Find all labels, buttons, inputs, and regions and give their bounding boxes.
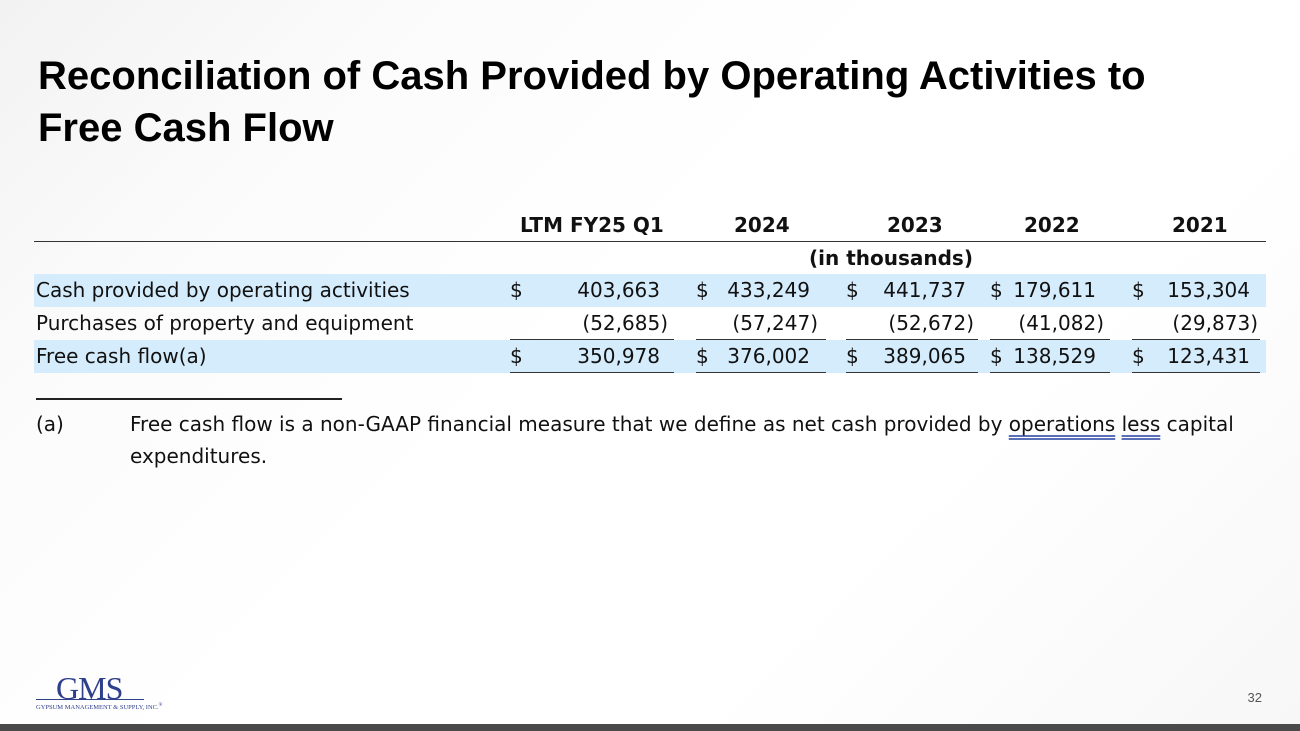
column-header-2024: 2024 xyxy=(734,213,790,237)
total-underline xyxy=(1132,372,1260,373)
table-row-free-cash-flow xyxy=(34,340,1266,373)
bottom-bar xyxy=(0,724,1300,731)
dollar-sign: $ xyxy=(696,344,709,368)
dollar-sign: $ xyxy=(1132,278,1145,302)
value-2021: 153,304 xyxy=(1167,278,1250,302)
slide-title xyxy=(38,50,1278,154)
value-2023: (52,672) xyxy=(888,311,974,335)
value-2022: 179,611 xyxy=(1013,278,1096,302)
footnote-text xyxy=(130,408,1240,472)
footnote-marker: (a) xyxy=(36,412,64,436)
logo-subtitle xyxy=(36,702,162,712)
footnote-text-end: capital expenditures. xyxy=(130,412,1234,468)
row-label: Purchases of property and equipment xyxy=(36,311,414,335)
footnote-separator xyxy=(36,398,342,400)
column-header-2022: 2022 xyxy=(1024,213,1080,237)
dollar-sign: $ xyxy=(1132,344,1145,368)
units-label: (in thousands) xyxy=(809,246,973,270)
value-2024: 433,249 xyxy=(727,278,810,302)
dollar-sign: $ xyxy=(696,278,709,302)
grammar-flagged-word[interactable]: operations xyxy=(1008,412,1116,436)
total-underline xyxy=(696,372,826,373)
value-ltm: 350,978 xyxy=(577,344,660,368)
column-header-ltm: LTM FY25 Q1 xyxy=(520,213,664,237)
logo-mark: GMS xyxy=(56,670,123,706)
grammar-flagged-word[interactable]: less xyxy=(1121,412,1161,436)
value-ltm: 403,663 xyxy=(577,278,660,302)
registered-mark: ® xyxy=(158,703,163,708)
value-2023: 441,737 xyxy=(883,278,966,302)
column-header-2021: 2021 xyxy=(1172,213,1228,237)
logo-rule xyxy=(36,699,144,700)
total-underline xyxy=(846,372,978,373)
footnote-text-start: Free cash flow is a non-GAAP financial measure that we define as net cash provided by xyxy=(130,412,1009,436)
value-ltm: (52,685) xyxy=(582,311,668,335)
dollar-sign: $ xyxy=(510,278,523,302)
table-units-row xyxy=(34,242,1266,274)
dollar-sign: $ xyxy=(846,344,859,368)
value-2023: 389,065 xyxy=(883,344,966,368)
value-2024: 376,002 xyxy=(727,344,810,368)
dollar-sign: $ xyxy=(846,278,859,302)
table-row-operating-cash xyxy=(34,274,1266,307)
column-header-2023: 2023 xyxy=(887,213,943,237)
value-2021: (29,873) xyxy=(1172,311,1258,335)
dollar-sign: $ xyxy=(990,278,1003,302)
total-underline xyxy=(990,372,1110,373)
value-2021: 123,431 xyxy=(1167,344,1250,368)
value-2022: 138,529 xyxy=(1013,344,1096,368)
value-2024: (57,247) xyxy=(732,311,818,335)
value-2022: (41,082) xyxy=(1018,311,1104,335)
slide-title-line-1: Reconciliation of Cash Provided by Operating Activities to xyxy=(38,54,1146,98)
logo-subtitle-text: GYPSUM MANAGEMENT & SUPPLY, INC. xyxy=(36,704,159,712)
slide-title-line-2: Free Cash Flow xyxy=(38,106,334,150)
row-label: Free cash flow(a) xyxy=(36,344,207,368)
reconciliation-table xyxy=(34,208,1266,373)
table-header-row xyxy=(34,208,1266,242)
table-row-capex xyxy=(34,307,1266,340)
dollar-sign: $ xyxy=(510,344,523,368)
row-label: Cash provided by operating activities xyxy=(36,278,410,302)
page-number: 32 xyxy=(1247,690,1262,705)
company-logo xyxy=(36,670,163,712)
total-underline xyxy=(510,372,674,373)
dollar-sign: $ xyxy=(990,344,1003,368)
